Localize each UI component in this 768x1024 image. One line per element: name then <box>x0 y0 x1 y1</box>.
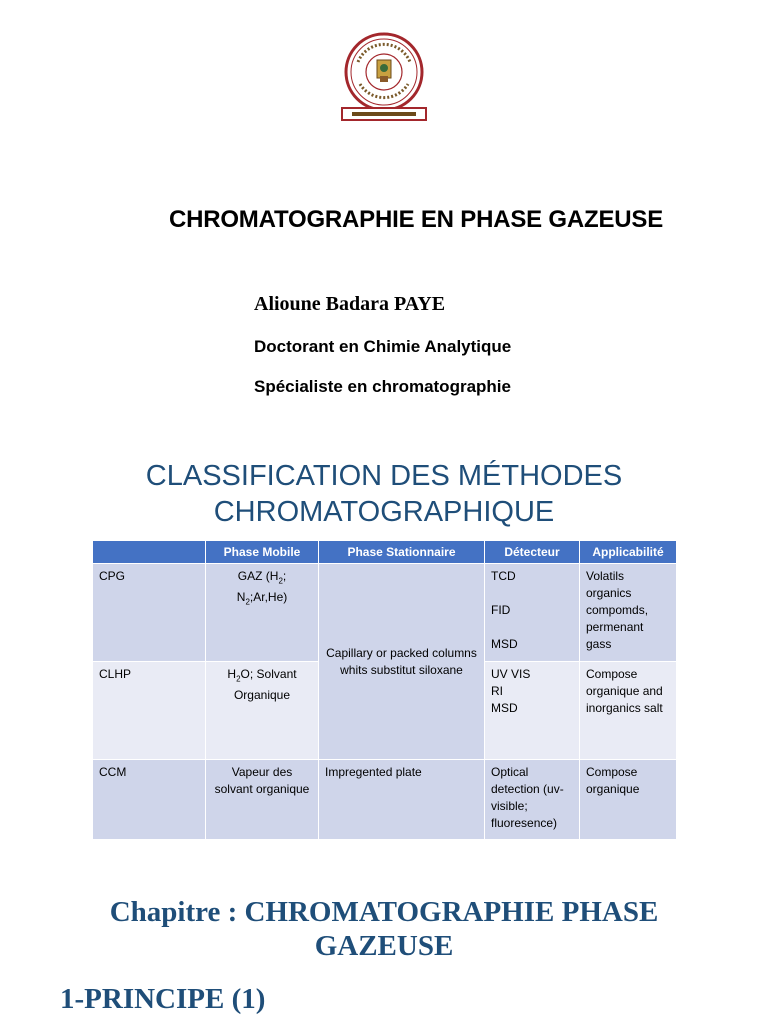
detector-item: MSD <box>491 637 518 651</box>
mobile-phase-cell: GAZ ($H_2$; $N_2;Ar,He$) <box>206 564 319 662</box>
table-header-cell: Phase Stationnaire <box>319 541 485 564</box>
chapter-title-line-2: GAZEUSE <box>314 930 454 962</box>
author-role-1: Doctorant en Chimie Analytique <box>254 337 512 356</box>
section-title <box>0 458 768 530</box>
school-seal-icon <box>340 32 428 124</box>
document-title: CHROMATOGRAPHIE EN PHASE GAZEUSE <box>168 206 664 233</box>
table-header-cell: Détecteur <box>485 541 580 564</box>
applicability-cell: Volatils organics compomds, permenant gass <box>580 564 677 662</box>
method-cell: CCM <box>93 760 206 840</box>
detector-item: FID <box>491 603 511 617</box>
table-row <box>93 760 677 840</box>
method-cell: CPG <box>93 564 206 662</box>
detector-cell: Optical detection (uv-visible; fluoresence) <box>485 760 580 840</box>
detector-item: TCD <box>491 569 516 583</box>
detector-item: RI <box>491 684 503 698</box>
detector-cell <box>485 662 580 760</box>
school-logo <box>340 32 428 124</box>
chapter-title-line-1: Chapitre : CHROMATOGRAPHIE PHASE <box>109 896 659 928</box>
author-name: Alioune Badara PAYE <box>254 293 446 315</box>
detector-item: UV VIS <box>491 667 531 681</box>
mobile-phase-cell: Vapeur des solvant organique <box>206 760 319 840</box>
stationary-phase-cell: Capillary or packed columns whits substitut siloxane <box>319 564 485 760</box>
table-header-cell: Phase Mobile <box>206 541 319 564</box>
applicability-cell: Compose organique <box>580 760 677 840</box>
section-title-line-1: CLASSIFICATION DES MÉTHODES <box>145 460 623 492</box>
detector-item: MSD <box>491 701 518 715</box>
table-header-cell <box>93 541 206 564</box>
section-heading: 1-PRINCIPE (1) <box>60 983 266 1015</box>
author-role-2: Spécialiste en chromatographie <box>254 377 511 396</box>
table-header-cell: Applicabilité <box>580 541 677 564</box>
classification-table <box>92 540 677 840</box>
mobile-phase-cell: $H_2O$; Solvant Organique <box>206 662 319 760</box>
chapter-title <box>0 895 768 963</box>
method-cell: CLHP <box>93 662 206 760</box>
section-title-line-2: CHROMATOGRAPHIQUE <box>213 496 555 528</box>
detector-cell <box>485 564 580 662</box>
applicability-cell: Compose organique and inorganics salt <box>580 662 677 760</box>
table-header-row <box>93 541 677 564</box>
table-row <box>93 564 677 662</box>
stationary-phase-cell: Impregented plate <box>319 760 485 840</box>
